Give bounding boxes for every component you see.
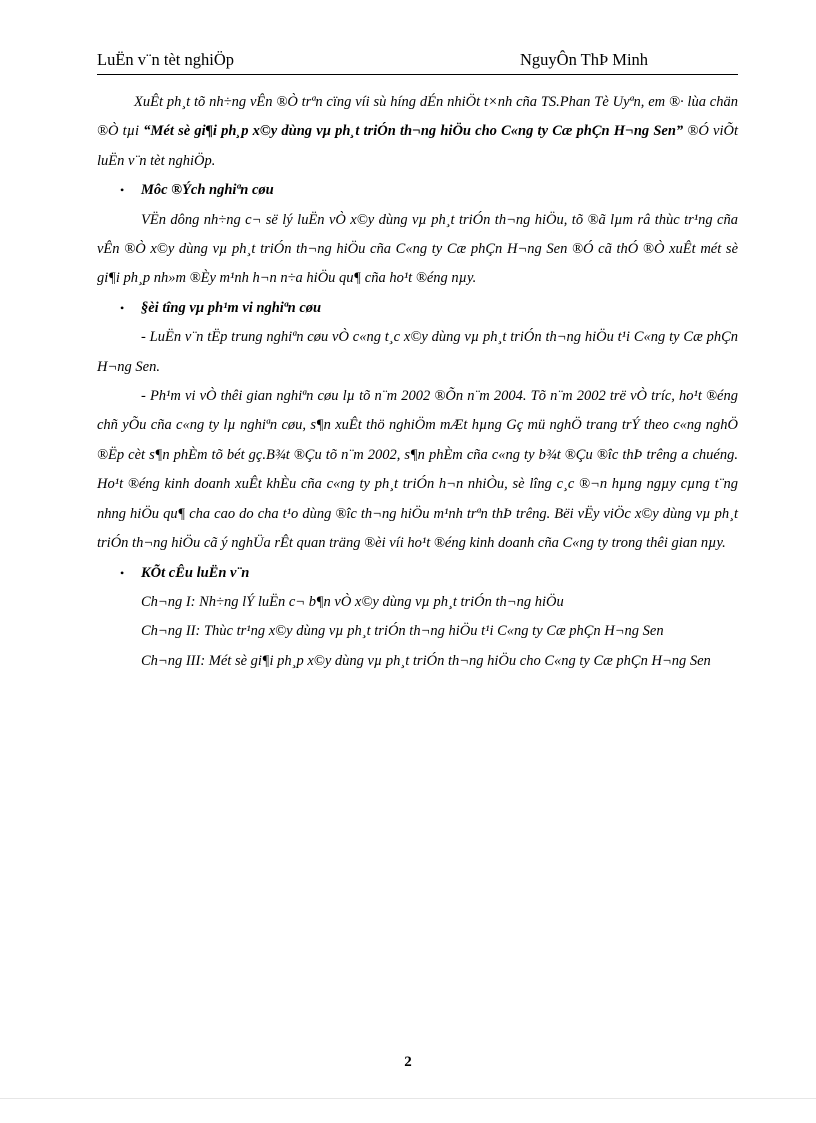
bullet-icon: •: [120, 183, 125, 198]
intro-paragraph: [97, 88, 738, 176]
section-heading-structure: [97, 559, 738, 588]
intro-thesis-topic: “Mét sè gi¶i ph¸p x©y dùng vµ ph¸t triÓn th¬ng hiÖu cho C«ng ty Cæ phÇn H¬ng Sen”: [143, 123, 684, 140]
intro-text-end: ®Ó viÕt luËn v¨n tèt nghiÖp.: [97, 123, 739, 169]
page-bottom-divider: [0, 1098, 816, 1099]
section-heading-scope-label: §èi tîng vµ ph¹m vi nghiªn cøu: [141, 299, 322, 316]
page-number: 2: [404, 1054, 412, 1070]
page-header: [97, 48, 738, 75]
section-heading-purpose: [97, 176, 738, 205]
chapter-2: Ch¬ng II: Thùc tr¹ng x©y dùng vµ ph¸t triÓn th¬ng hiÖu t¹i C«ng ty Cæ phÇn H¬ng Sen: [141, 623, 664, 640]
header-author-name: NguyÔn ThÞ Minh: [520, 50, 649, 69]
purpose-paragraph: VËn dông nh÷ng c¬ së lý luËn vÒ x©y dùng vµ ph¸t triÓn th¬ng hiÖu, tõ ®ã lµm râ thùc tr¹ng cña vÊn ®Ò x©y dùng vµ ph¸t triÓn th¬ng hiÖu cña C«ng ty Cæ phÇn H¬ng Sen ®Ó cã thÓ ®Ò xuÊt mét sè gi¶i ph¸p nh»m ®Èy m¹nh h¬n n÷a hiÖu qu¶ cña ho¹t ®éng nµy.: [97, 211, 738, 287]
chapter-1: Ch¬ng I: Nh÷ng lÝ luËn c¬ b¶n vÒ x©y dùng vµ ph¸t triÓn th¬ng hiÖu: [141, 593, 564, 610]
document-body: [97, 88, 738, 676]
chapter-3: Ch¬ng III: Mét sè gi¶i ph¸p x©y dùng vµ ph¸t triÓn th¬ng hiÖu cho C«ng ty Cæ phÇn H¬ng Sen: [141, 652, 711, 669]
section-heading-structure-label: KÕt cÊu luËn v¨n: [141, 564, 250, 581]
header-thesis-title: LuËn v¨n tèt nghiÖp: [97, 50, 235, 69]
section-heading-purpose-label: Môc ®Ých nghiªn cøu: [141, 182, 274, 199]
scope-paragraph-1: - LuËn v¨n tËp trung nghiªn cøu vÒ c«ng t¸c x©y dùng vµ ph¸t triÓn th¬ng hiÖu t¹i C«ng ty Cæ phÇn H¬ng Sen.: [97, 329, 738, 375]
section-heading-scope: [97, 294, 738, 323]
bullet-icon: •: [120, 300, 125, 315]
scope-paragraph-2: - Ph¹m vi vÒ thêi gian nghiªn cøu lµ tõ n¨m 2002 ®Õn n¨m 2004. Tõ n¨m 2002 trë vÒ tríc, ho¹t ®éng chñ yÕu cña c«ng ty lµ nghiªn cøu, s¶n xuÊt thö nghiÖm mÆt hµng Gç mü nghÖ trang trÝ theo c«ng nghÖ ®Ëp cèt s¶n phÈm tõ bét gç.B¾t ®Çu tõ n¨m 2002, s¶n phÈm cña c«ng ty b¾t ®Çu ®îc thÞ trêng a chuéng. Ho¹t ®éng kinh doanh xuÊt khÈu cña c«ng ty ph¸t triÓn h¬n nhiÒu, sè lîng c¸c ®¬n hµng ngµy cµng t¨ng nhng hiÖu qu¶ cha cao do cha t¹o dùng ®îc th¬ng hiÖu m¹nh trªn thÞ trêng. Bëi vËy viÖc x©y dùng vµ ph¸t triÓn th¬ng hiÖu cã ý nghÜa rÊt quan träng ®èi víi ho¹t ®éng kinh doanh cña C«ng ty trong thêi gian nµy.: [97, 388, 738, 552]
bullet-icon: •: [120, 565, 125, 580]
intro-text-start: XuÊt ph¸t tõ nh÷ng vÊn ®Ò trªn cïng víi sù híng dÉn nhiÖt t×nh cña TS.Phan Tè Uyªn, em ®· lùa chän ®Ò tµi: [97, 94, 738, 140]
